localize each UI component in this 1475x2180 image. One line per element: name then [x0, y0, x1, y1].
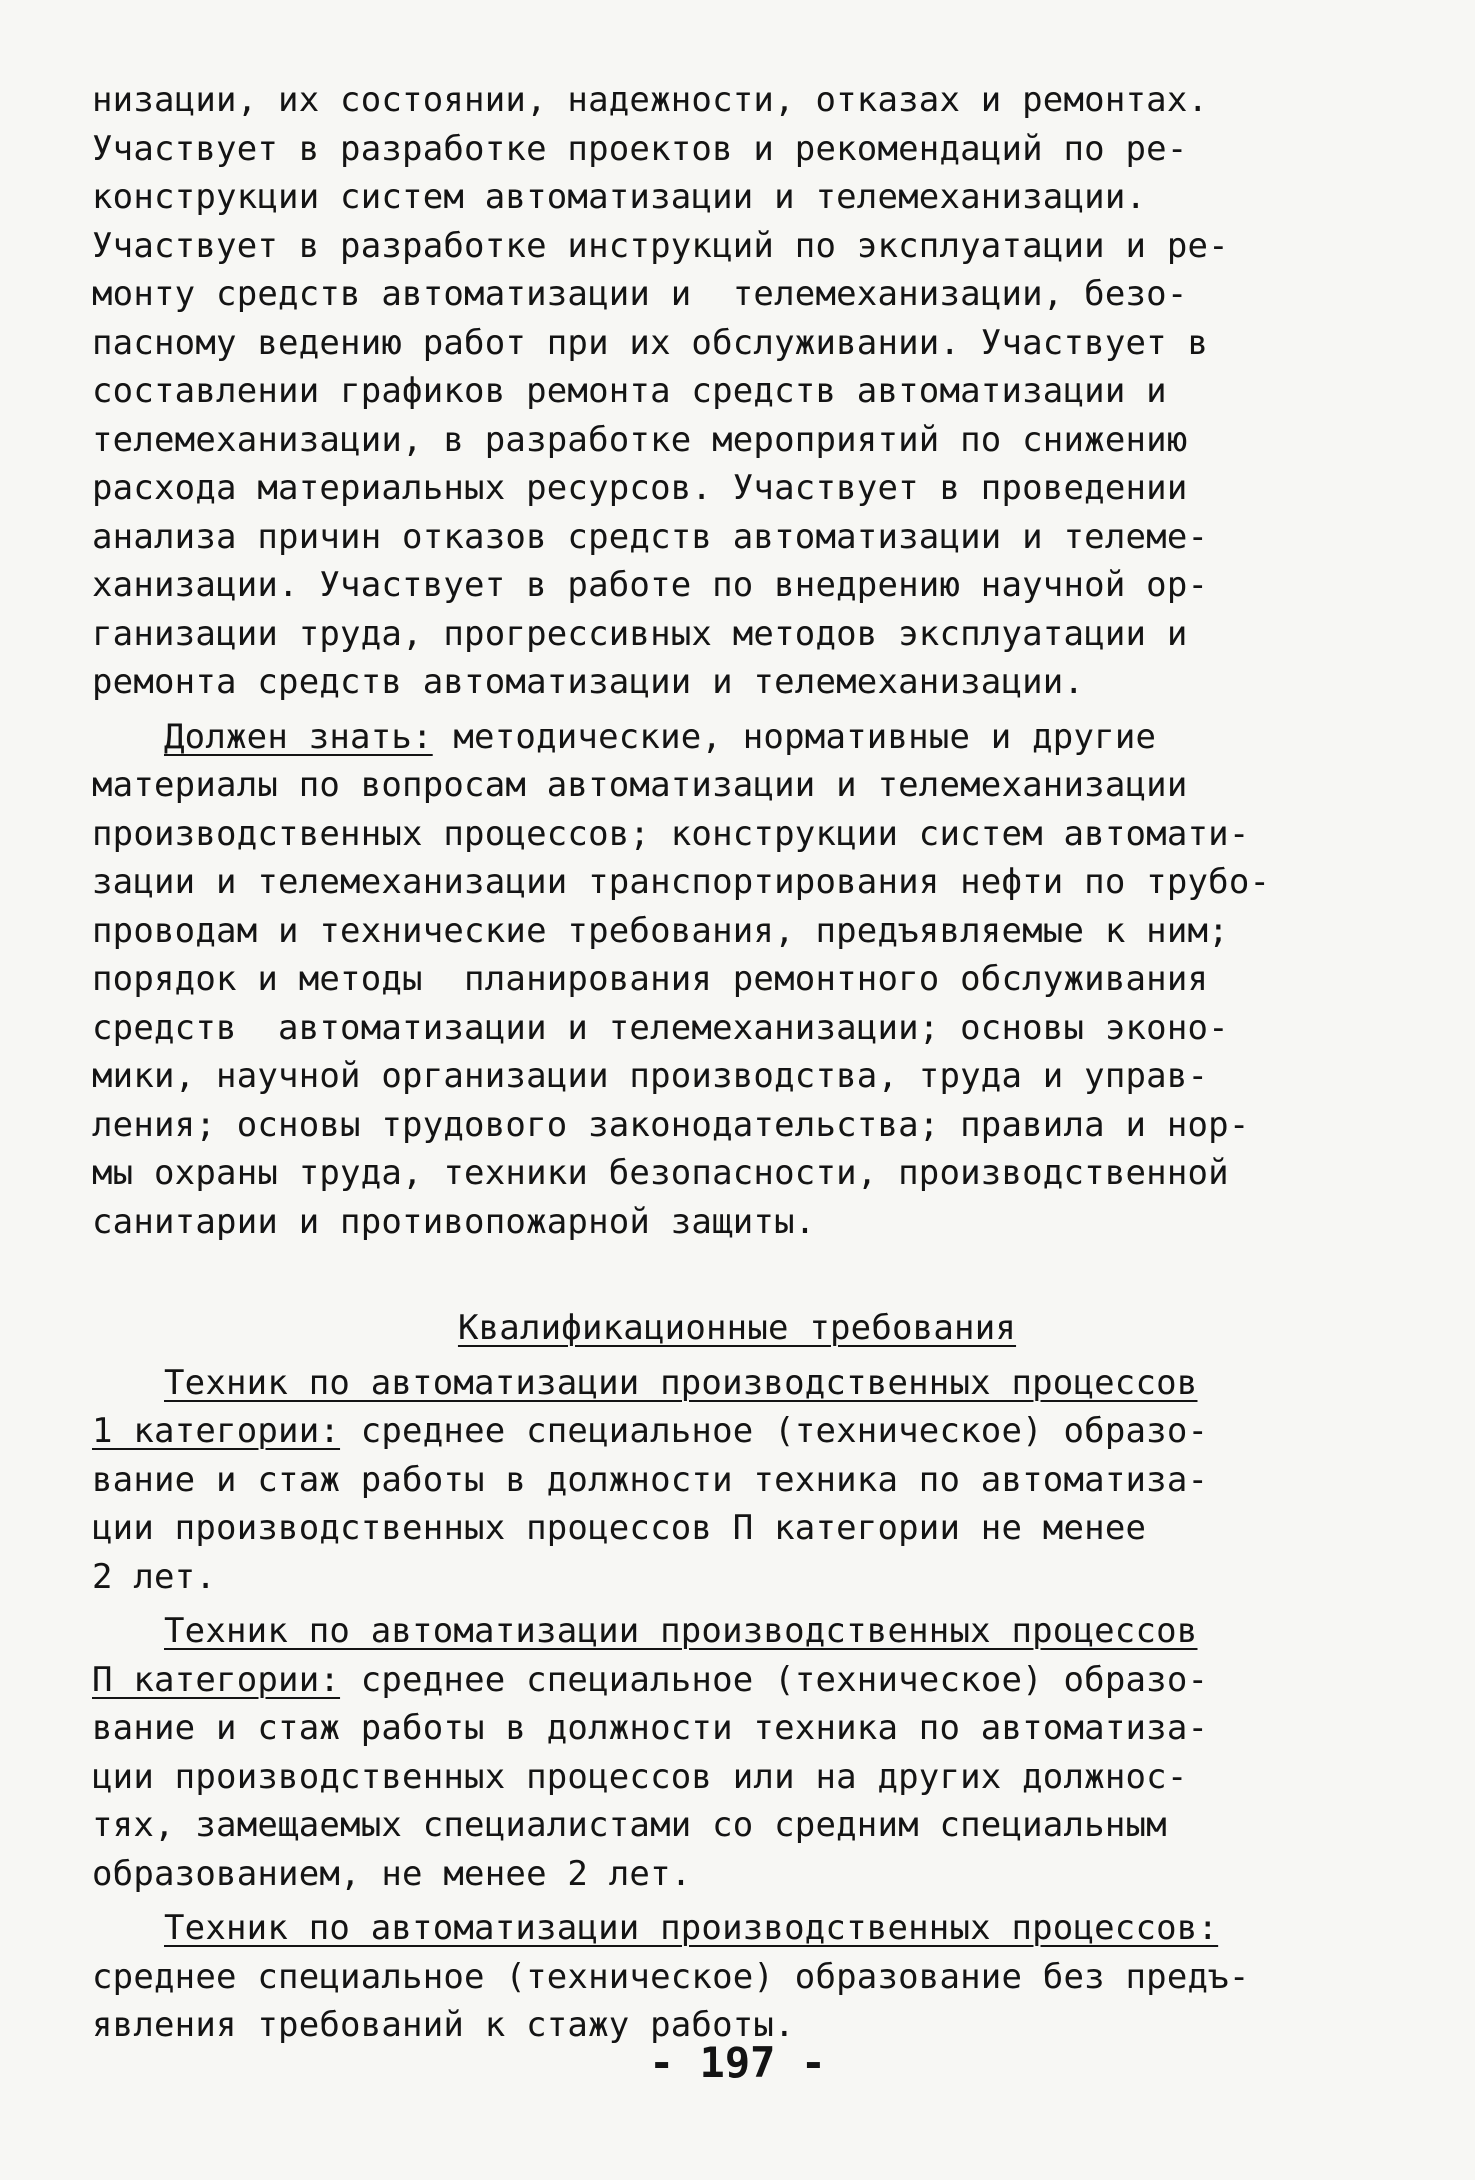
- requirement-paragraph-2: [92, 1607, 1382, 1898]
- must-know-text: методические, нормативные и другие материалы по вопросам автоматизации и телемеханизации производственных процессов; конструкции систем автомати- зации и телемеханизации транспортирования нефти по трубо- проводам и технические требования, предъявляемые к ним; порядок и методы планирования ремонтного обслуживания средств автоматизации и телемеханизации; основы эконо- мики, научной организации производства, труда и управ- ления; основы трудового законодательства; правила и нор- мы охраны труда, техники безопасности, производственной санитарии и противопожарной защиты.: [92, 716, 1271, 1242]
- must-know-label: Должен знать:: [164, 716, 433, 757]
- requirement-label-3: Техник по автоматизации производственных процессов:: [164, 1908, 1219, 1948]
- requirement-text-3: среднее специальное (техническое) образование без предъ- явления требований к стажу работы.: [92, 1956, 1250, 2045]
- requirement-label-1: Техник по автоматизации производственных процессов 1 категории:: [92, 1362, 1198, 1451]
- intro-paragraph: низации, их состоянии, надежности, отказах и ремонтах. Участвует в разработке проектов и рекомендаций по ре- конструкции систем автоматизации и телемеханизации. Участвует в разработке инструкций по эксплуатации и ре- монту средств автоматизации и телемеханизации, безо- пасному ведению работ при их обслуживании. Участвует в составлении графиков ремонта средств автоматизации и телемеханизации, в разработке мероприятий по снижению расхода материальных ресурсов. Участвует в проведении анализа причин отказов средств автоматизации и телеме- ханизации. Участвует в работе по внедрению научной ор- ганизации труда, прогрессивных методов эксплуатации и ремонта средств автоматизации и телемеханизации.: [92, 80, 1229, 702]
- requirement-paragraph-1: [92, 1359, 1382, 1602]
- document-page: [92, 76, 1382, 2050]
- must-know-paragraph: [92, 713, 1382, 1247]
- requirement-text-1: среднее специальное (техническое) образо- вание и стаж работы в должности техника по автоматиза- ции производственных процессов П категории не менее 2 лет.: [92, 1411, 1209, 1597]
- requirement-paragraph-3: [92, 1904, 1382, 2050]
- requirement-label-2: Техник по автоматизации производственных процессов П категории:: [92, 1611, 1198, 1700]
- requirement-text-2: среднее специальное (техническое) образо- вание и стаж работы в должности техника по автоматиза- ции производственных процессов или на других должнос- тях, замещаемых специалистами со средним специальным образованием, не менее 2 лет.: [92, 1659, 1209, 1894]
- section-title: Квалификационные требования: [457, 1308, 1017, 1348]
- page-number: - 197 -: [648, 2038, 826, 2087]
- section-gap: [92, 1246, 1382, 1304]
